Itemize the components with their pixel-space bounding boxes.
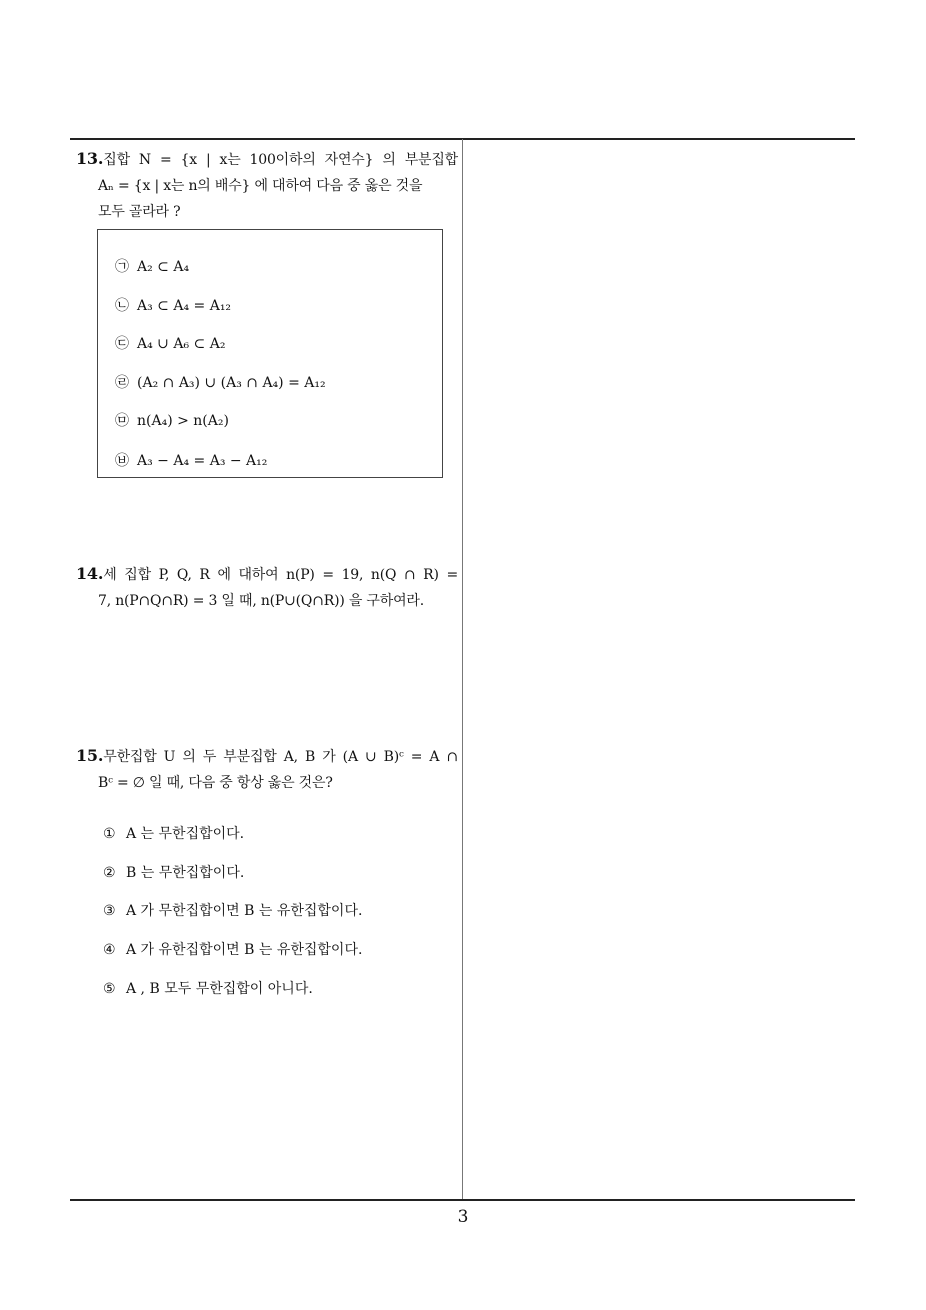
- question-15: [76, 743, 458, 796]
- choice-item: [115, 333, 225, 353]
- page-number: 3: [457, 1207, 469, 1227]
- choice-mark: ㉣: [115, 375, 129, 391]
- option-mark: ①: [103, 826, 116, 842]
- choice-item: [115, 295, 231, 315]
- choice-text: A₃ ⊂ A₄ = A₁₂: [137, 298, 232, 314]
- option-item: [103, 939, 362, 959]
- question-number: 14.: [76, 564, 104, 583]
- choice-item: [115, 450, 267, 470]
- question-13-line-1: 13.집합 N = {x | x는 100이하의 자연수} 의 부분집합: [76, 149, 458, 168]
- bottom-rule: [70, 1199, 855, 1201]
- choice-mark: ㉡: [115, 298, 129, 314]
- option-mark: ⑤: [103, 981, 116, 997]
- choice-mark: ㉢: [115, 336, 129, 352]
- choice-text: (A₂ ∩ A₃) ∪ (A₃ ∩ A₄) = A₁₂: [137, 375, 326, 391]
- question-13: [76, 146, 458, 225]
- choice-text: A₂ ⊂ A₄: [137, 259, 190, 275]
- column-divider: [462, 139, 463, 1200]
- choice-text: A₄ ∪ A₆ ⊂ A₂: [137, 336, 226, 352]
- question-14-line-1: 14.세 집합 P, Q, R 에 대하여 n(P) = 19, n(Q ∩ R) =: [76, 564, 458, 583]
- option-text: A 가 무한집합이면 B 는 유한집합이다.: [126, 903, 363, 919]
- option-item: [103, 862, 244, 882]
- option-text: A 는 무한집합이다.: [126, 826, 245, 842]
- question-number: 15.: [76, 746, 104, 765]
- option-item: [103, 978, 313, 998]
- question-13-line-2: Aₙ = {x | x는 n의 배수} 에 대하여 다음 중 옳은 것을: [98, 178, 423, 194]
- option-mark: ②: [103, 865, 116, 881]
- choice-mark: ㉠: [115, 259, 129, 275]
- question-13-line-3: 모두 골라라 ?: [98, 204, 181, 220]
- question-number: 13.: [76, 149, 104, 168]
- option-text: A 가 유한집합이면 B 는 유한집합이다.: [126, 942, 363, 958]
- question-14-line-2: 7, n(P∩Q∩R) = 3 일 때, n(P∪(Q∩R)) 을 구하여라.: [98, 593, 424, 609]
- choice-box: [97, 229, 443, 478]
- choice-item: [115, 372, 326, 392]
- choice-item: [115, 410, 229, 430]
- choice-text: A₃ − A₄ = A₃ − A₁₂: [137, 453, 268, 469]
- option-item: [103, 900, 362, 920]
- option-mark: ③: [103, 903, 116, 919]
- option-mark: ④: [103, 942, 116, 958]
- choice-item: [115, 256, 189, 276]
- option-item: [103, 823, 244, 843]
- question-15-line-1: 15.무한집합 U 의 두 부분집합 A, B 가 (A ∪ B)ᶜ = A ∩: [76, 746, 458, 765]
- choice-mark: ㉥: [115, 453, 129, 469]
- question-15-line-2: Bᶜ = ∅ 일 때, 다음 중 항상 옳은 것은?: [98, 775, 333, 791]
- choice-text: n(A₄) > n(A₂): [137, 413, 229, 429]
- option-text: A , B 모두 무한집합이 아니다.: [126, 981, 313, 997]
- question-14: [76, 561, 458, 614]
- option-text: B 는 무한집합이다.: [126, 865, 245, 881]
- choice-mark: ㉤: [115, 413, 129, 429]
